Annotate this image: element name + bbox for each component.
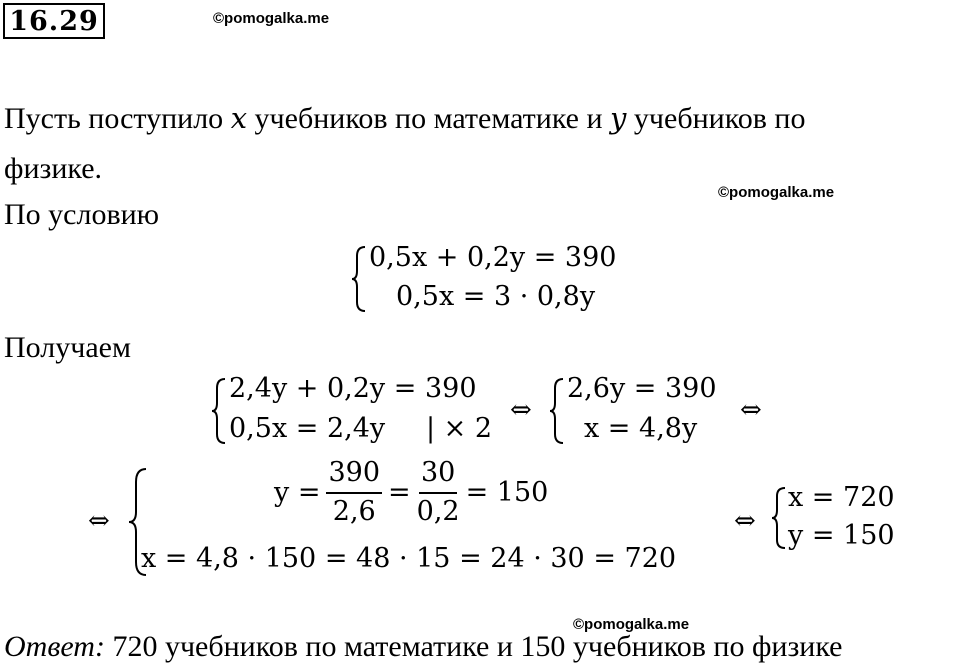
watermark-bottom: ©pomogalka.me: [573, 616, 690, 633]
var-x: x: [230, 101, 248, 135]
system-1-eq-1: 0,5x + 0,2y = 390: [369, 242, 617, 273]
system-5-eq-1: x = 720: [788, 482, 895, 513]
watermark-top: ©pomogalka.me: [213, 10, 330, 27]
fraction-1-denominator: 2,6: [332, 496, 376, 527]
system-5-eq-2: y = 150: [788, 520, 895, 551]
brace-system-1: [350, 244, 368, 314]
y-rhs: = 150: [465, 476, 549, 508]
problem-number: 16.29: [3, 3, 105, 39]
var-y: y: [610, 101, 627, 135]
system-1-eq-2: 0,5x = 3 · 0,8y: [396, 281, 596, 312]
system-4-eq-1: [274, 457, 548, 528]
y-lhs: y =: [274, 476, 321, 508]
iff-symbol-3: ⇔: [88, 506, 110, 536]
system-2-eq-2: 0,5x = 2,4y: [229, 413, 386, 444]
iff-symbol-1: ⇔: [510, 395, 532, 425]
fraction-1-numerator: 390: [326, 457, 382, 494]
watermark-middle: ©pomogalka.me: [718, 184, 835, 201]
system-2-eq-1: 2,4y + 0,2y = 390: [229, 373, 477, 404]
brace-system-5: [770, 485, 788, 551]
intro-line-2: физике.: [4, 152, 103, 185]
system-3-eq-2: x = 4,8y: [584, 413, 698, 444]
system-2-note: | × 2: [426, 413, 493, 444]
equals-sign: =: [388, 476, 411, 508]
fraction-390-over-2-6: [326, 457, 382, 528]
answer-text: 720 учебников по математике и 150 учебников по физике: [112, 630, 843, 663]
system-3-eq-1: 2,6y = 390: [567, 373, 717, 404]
condition-label: По условию: [4, 198, 160, 231]
intro-text-c: учебников по: [633, 102, 806, 135]
answer-label: Ответ:: [4, 630, 105, 663]
brace-system-2: [210, 376, 228, 446]
fraction-2-numerator: 30: [419, 457, 457, 494]
intro-text-b: учебников по математике и: [254, 102, 603, 135]
fraction-30-over-0-2: [417, 457, 460, 528]
fraction-2-denominator: 0,2: [416, 496, 460, 527]
system-4-eq-2: x = 4,8 · 150 = 48 · 15 = 24 · 30 = 720: [141, 543, 677, 574]
brace-system-3: [548, 376, 566, 446]
intro-line-1: [4, 102, 805, 136]
answer-line: [4, 630, 843, 664]
iff-symbol-2: ⇔: [740, 395, 762, 425]
iff-symbol-4: ⇔: [734, 506, 756, 536]
result-label: Получаем: [4, 331, 131, 364]
intro-text-a: Пусть поступило: [4, 102, 224, 135]
